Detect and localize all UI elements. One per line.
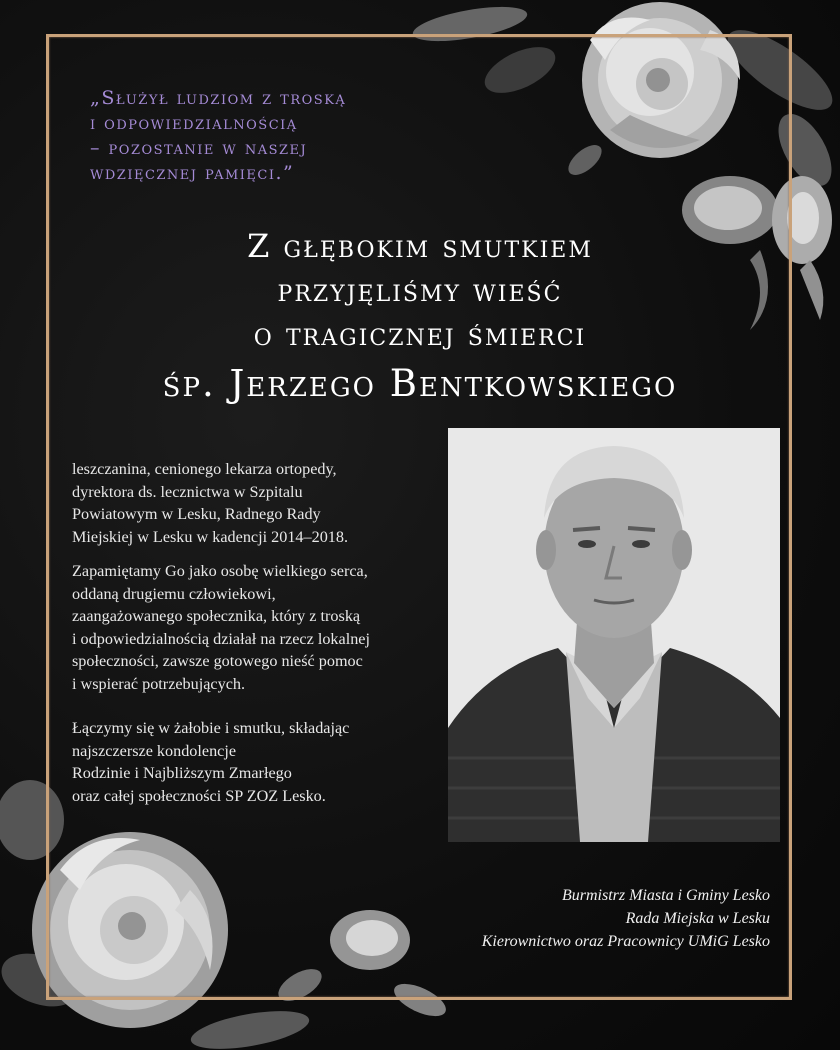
text-line: oraz całej społeczności SP ZOZ Lesko. (72, 786, 326, 805)
quote-line: „Służył ludziom z troską (90, 87, 347, 109)
text-line: i odpowiedzialnością działał na rzecz lokalnej (72, 629, 370, 648)
quote-line: i odpowiedzialnością (90, 112, 298, 134)
text-line: Łączymy się w żałobie i smutku, składając (72, 719, 350, 737)
signatory-line: Burmistrz Miasta i Gminy Lesko (562, 887, 770, 904)
paragraph-condolences (72, 717, 432, 807)
paragraph-bio (72, 458, 432, 548)
portrait-photo (448, 428, 780, 842)
quote-line: – pozostanie w naszej (90, 137, 308, 159)
text-line: zaangażowanego społecznika, który z troską (72, 607, 361, 625)
text-line: Rodzinie i Najbliższym Zmarłego (72, 764, 292, 782)
headline (130, 224, 710, 410)
text-line: najszczersze kondolencje (72, 741, 237, 760)
signatory-line: Rada Miejska w Lesku (625, 910, 770, 927)
text-line: oddaną drugiemu człowiekowi, (72, 584, 276, 603)
text-line: społeczności, zawsze gotowego nieść pomoc (72, 652, 363, 670)
text-line: Powiatowym w Lesku, Radnego Rady (72, 505, 321, 523)
obituary-text (72, 458, 432, 819)
headline-line: przyjęliśmy wieść (277, 271, 563, 309)
paragraph-remembrance (72, 560, 432, 695)
memorial-quote (90, 86, 420, 186)
signatories (350, 884, 770, 953)
text-line: Miejskiej w Lesku w kadencji 2014–2018. (72, 527, 349, 546)
headline-line: o tragicznej śmierci (253, 315, 587, 353)
deceased-name: śp. Jerzego Bentkowskiego (162, 362, 678, 405)
text-line: leszczanina, cenionego lekarza ortopedy, (72, 460, 337, 478)
portrait-illustration (448, 428, 780, 842)
headline-line: Z głębokim smutkiem (247, 227, 593, 265)
quote-line: wdzięcznej pamięci.” (90, 162, 295, 184)
text-line: dyrektora ds. lecznictwa w Szpitalu (72, 482, 303, 501)
text-line: i wspierać potrzebujących. (72, 674, 246, 693)
signatory-line: Kierownictwo oraz Pracownicy UMiG Lesko (481, 933, 770, 950)
text-line: Zapamiętamy Go jako osobę wielkiego serca, (72, 562, 368, 580)
